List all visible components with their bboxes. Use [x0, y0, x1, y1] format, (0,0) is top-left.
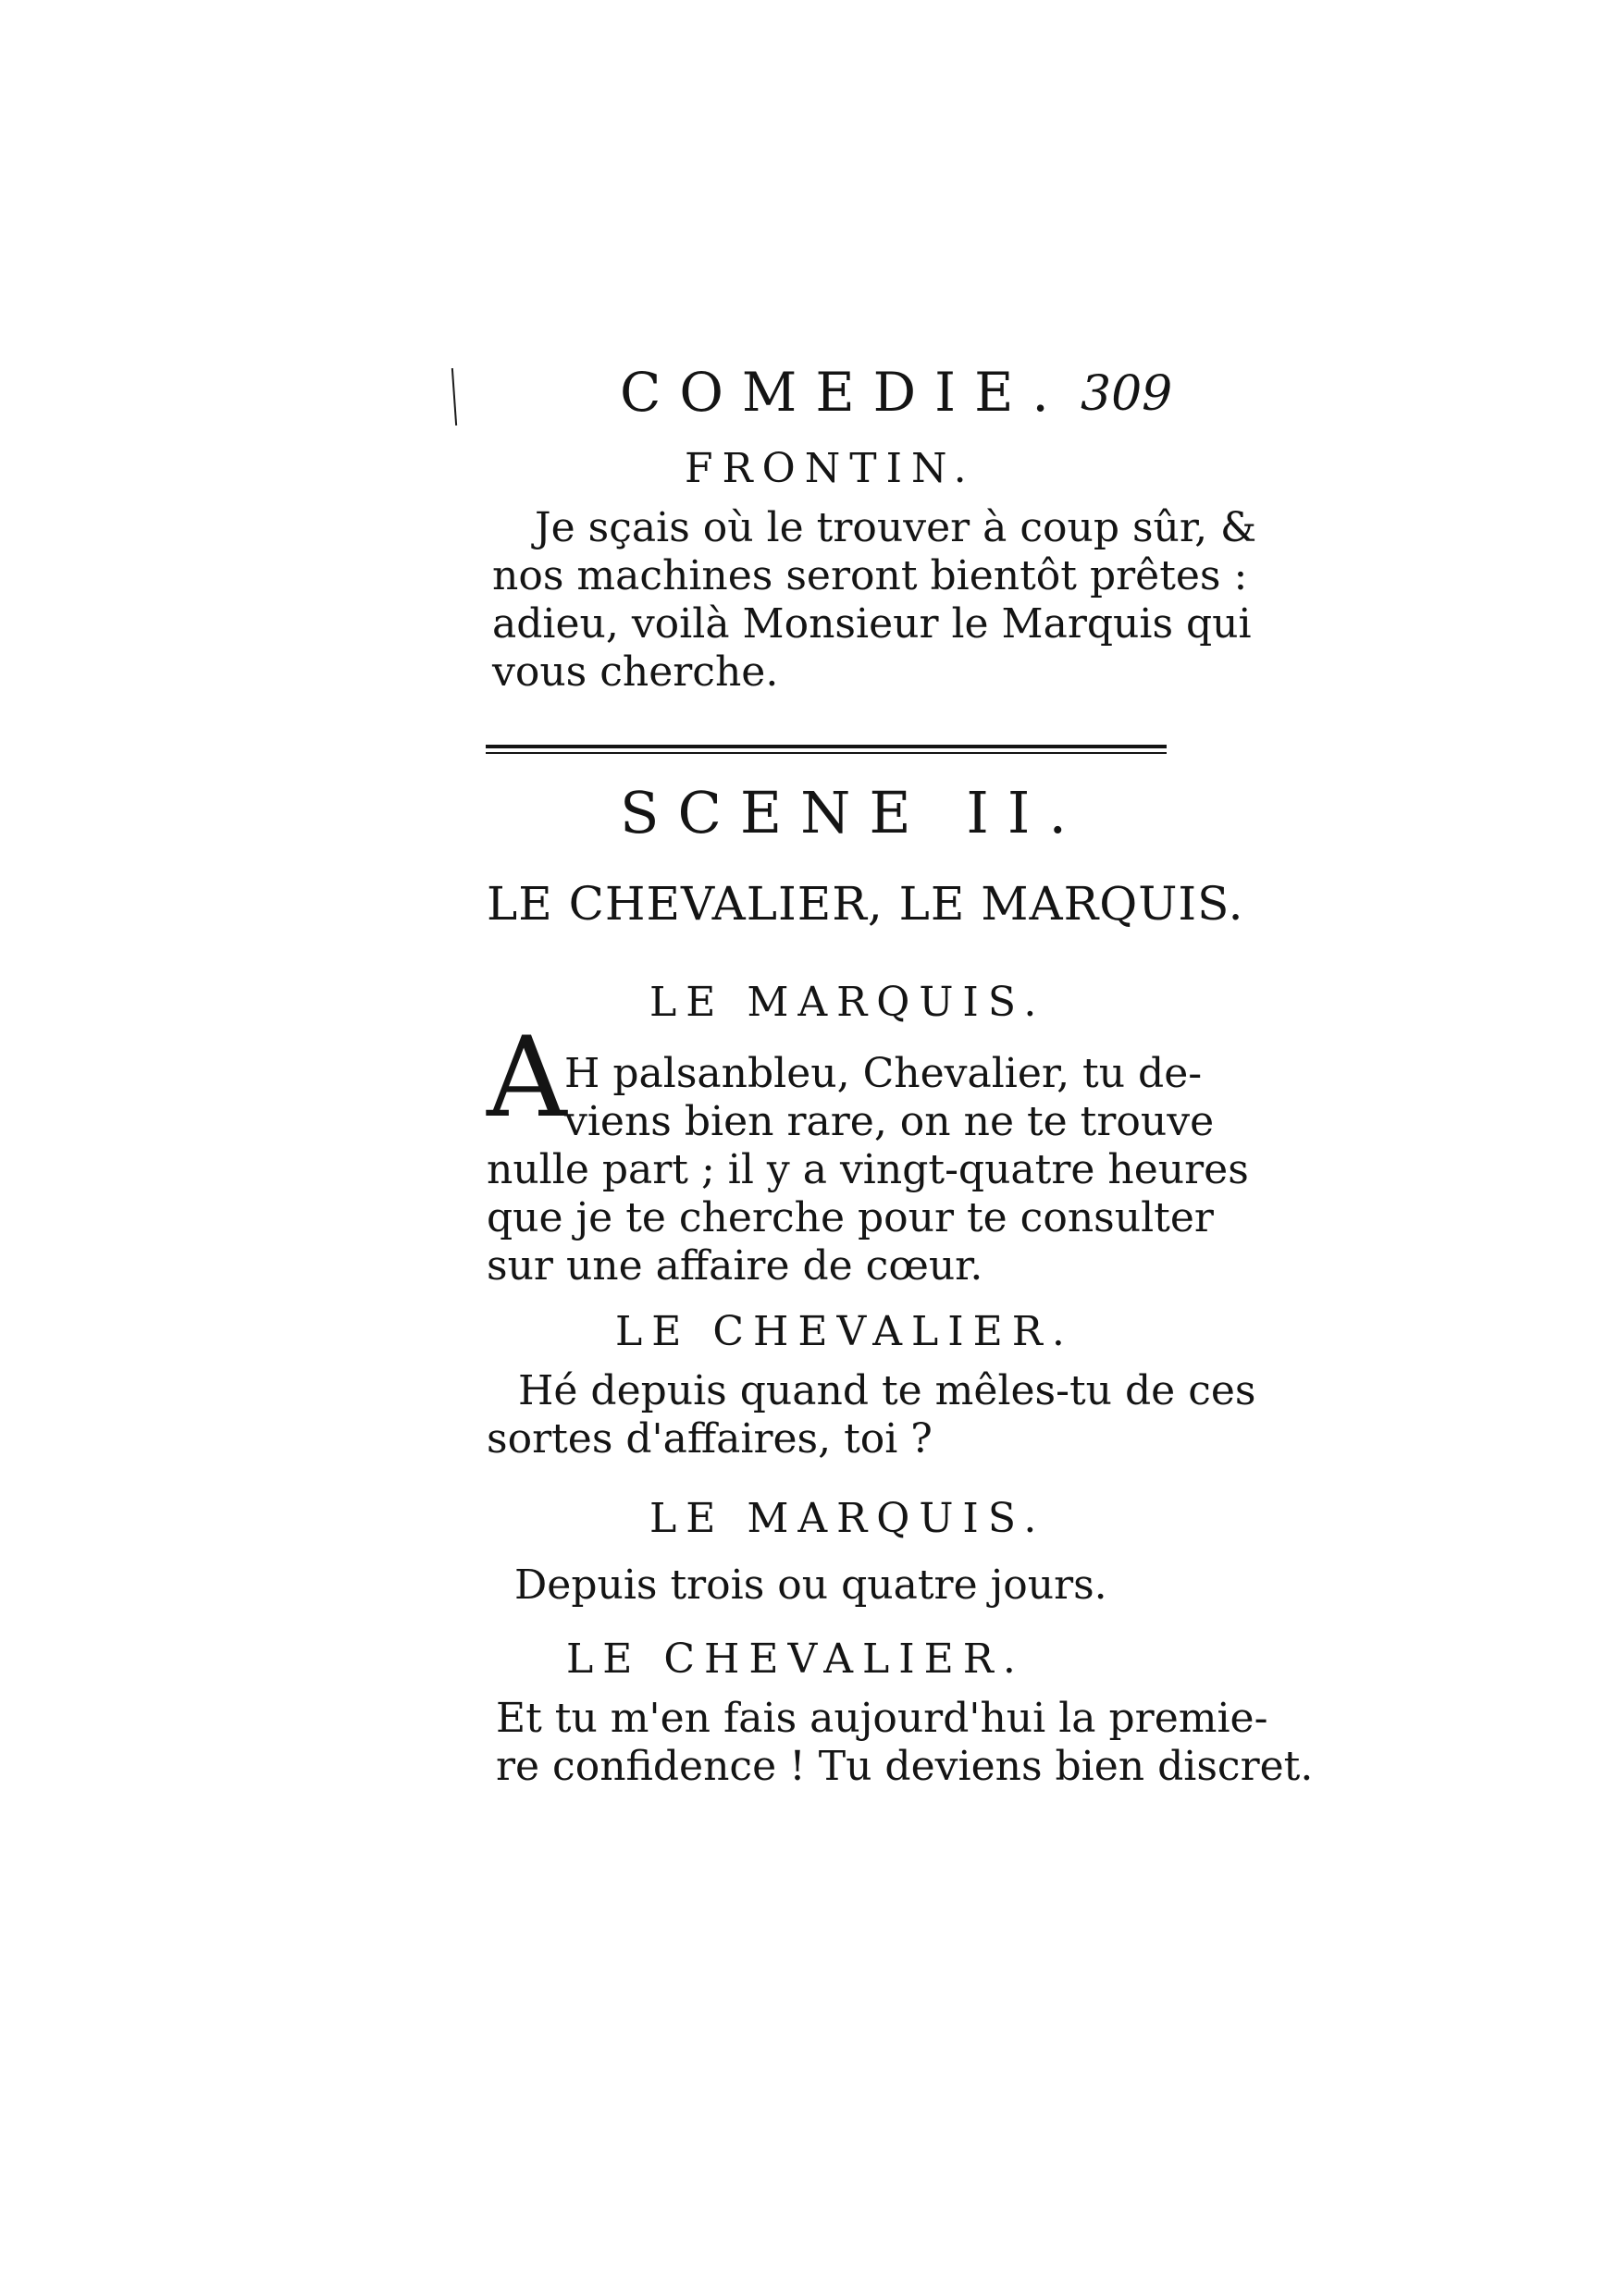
- speaker-chevalier: LE CHEVALIER.: [615, 1308, 1074, 1355]
- speaker-marquis: LE MARQUIS.: [649, 979, 1046, 1026]
- text-line: Hé depuis quand te mêles-tu de ces: [518, 1367, 1256, 1414]
- page-number: 309: [1081, 366, 1173, 422]
- speech-chevalier-1: [487, 1367, 1255, 1463]
- speech-frontin: [492, 504, 1256, 697]
- text-line: Et tu m'en fais aujourd'hui la premie-: [496, 1695, 1268, 1742]
- speech-marquis-1: [487, 1050, 1249, 1290]
- text-line: sortes d'affaires, toi ?: [487, 1415, 933, 1463]
- speaker-chevalier: LE CHEVALIER.: [566, 1636, 1025, 1683]
- text-line: viens bien rare, on ne te trouve: [564, 1098, 1215, 1145]
- text-line: H palsanbleu, Chevalier, tu de-: [564, 1050, 1203, 1097]
- running-title: COMEDIE.: [620, 361, 1068, 424]
- text-line: re confidence ! Tu deviens bien discret.: [496, 1743, 1314, 1790]
- section-rule: [486, 745, 1167, 748]
- text-line: adieu, voilà Monsieur le Marquis qui: [492, 600, 1252, 648]
- scene-title: SCENE II.: [620, 779, 1086, 846]
- drop-cap: A: [487, 1014, 567, 1142]
- scene-characters: LE CHEVALIER, LE MARQUIS.: [487, 877, 1244, 931]
- section-rule-thin: [486, 752, 1167, 754]
- speech-marquis-2: [514, 1562, 1107, 1610]
- speaker-frontin: FRONTIN.: [685, 445, 976, 492]
- text-line: nos machines seront bientôt prêtes :: [492, 552, 1248, 599]
- text-line: vous cherche.: [492, 648, 779, 696]
- speaker-marquis: LE MARQUIS.: [649, 1495, 1046, 1542]
- text-line: nulle part ; il y a vingt-quatre heures: [487, 1146, 1249, 1193]
- text-line: Je sçais où le trouver à coup sûr, &: [535, 504, 1257, 551]
- margin-mark: [451, 368, 457, 426]
- text-line: sur une affaire de cœur.: [487, 1242, 983, 1290]
- text-line: Depuis trois ou quatre jours.: [514, 1562, 1107, 1609]
- speech-chevalier-2: [496, 1695, 1313, 1791]
- text-line: que je te cherche pour te consulter: [487, 1194, 1214, 1241]
